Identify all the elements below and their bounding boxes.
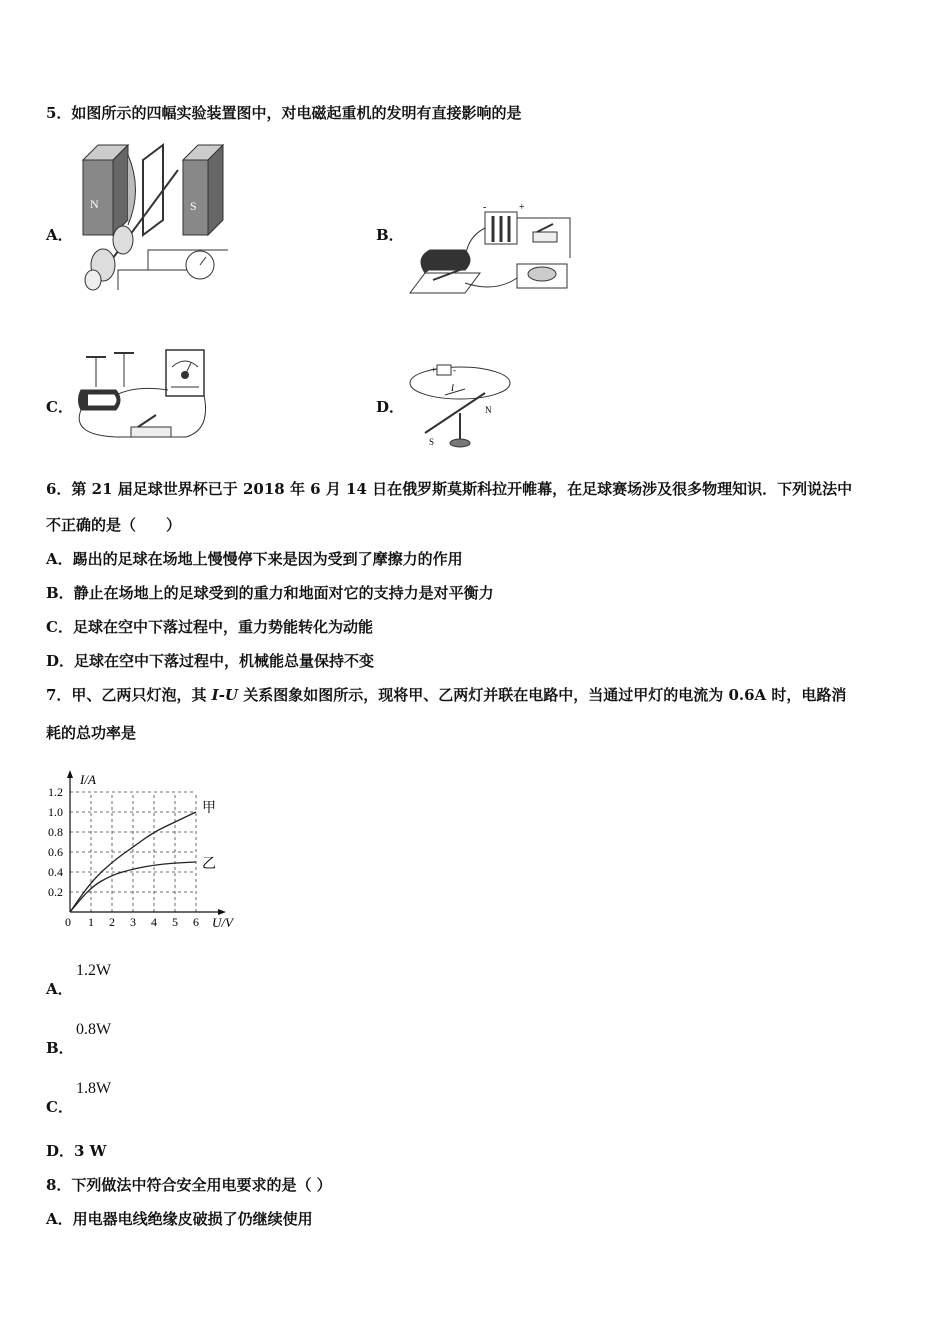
q7-stem-line1 <box>46 686 846 704</box>
q7-option-c-value: 1.8W <box>76 1080 112 1097</box>
q7-option-d <box>46 1142 107 1160</box>
q5-option-b-label: B． <box>376 226 404 244</box>
q7-option-b-value: 0.8W <box>76 1021 112 1038</box>
y-tick-label: 0.4 <box>48 865 63 879</box>
battery-plus-d: + <box>431 365 437 375</box>
q5-option-a-label: A． <box>46 226 73 244</box>
y-tick-label: 1.2 <box>48 785 63 799</box>
q7-option-b-label: B． <box>46 1039 74 1057</box>
magnet-s-block <box>183 160 208 235</box>
q6-option-d: D．足球在空中下落过程中，机械能总量保持不变 <box>46 652 375 670</box>
q8-stem: 8．下列做法中符合安全用电要求的是（ ） <box>46 1176 332 1194</box>
q5-figure-d <box>405 355 515 450</box>
q5-figure-a <box>78 140 228 300</box>
q6-stem-line2: 不正确的是（ ） <box>46 516 182 534</box>
q6-option-b: B．静止在场地上的足球受到的重力和地面对它的支持力是对平衡力 <box>46 584 494 602</box>
y-axis-arrow <box>67 770 73 778</box>
q6-stem-line1: 6．第 21 届足球世界杯已于 2018 年 6 月 14 日在俄罗斯莫斯科拉开帷幕，在足球赛场涉及很多物理知识．下列说法中 <box>46 480 853 498</box>
battery-minus: - <box>483 202 487 213</box>
q7-option-d-value: 3 W <box>74 1142 107 1160</box>
series-label-2: 乙 <box>202 857 216 872</box>
q8-option-a: A．用电器电线绝缘皮破损了仍继续使用 <box>46 1210 313 1228</box>
iu-chart <box>44 754 244 934</box>
battery-minus-d: - <box>453 365 456 375</box>
x-tick-label: 2 <box>109 915 115 929</box>
magnet-n-text: N <box>90 197 99 211</box>
y-tick-label: 0.6 <box>48 845 63 859</box>
q7-option-c-label: C． <box>46 1098 73 1116</box>
current-label: I <box>451 383 454 393</box>
q7-stem-post: 关系图象如图所示，现将甲、乙两灯并联在电路中，当通过甲灯的电流为 0.6A 时，电路消 <box>238 686 847 704</box>
q7-stem-line2: 耗的总功率是 <box>46 724 137 742</box>
chart-labels <box>48 772 235 930</box>
y-tick-label: 1.0 <box>48 805 63 819</box>
q5-figure-b <box>405 198 585 298</box>
x-tick-label: 1 <box>88 915 94 929</box>
compass-n-label: N <box>485 405 492 415</box>
y-axis-label: I/A <box>80 772 96 787</box>
q5-figure-c <box>76 345 216 445</box>
q6-option-c: C．足球在空中下落过程中，重力势能转化为动能 <box>46 618 373 636</box>
q6-option-a: A．踢出的足球在场地上慢慢停下来是因为受到了摩擦力的作用 <box>46 550 463 568</box>
x-tick-label: 0 <box>65 915 71 929</box>
x-tick-label: 3 <box>130 915 136 929</box>
series-label-1: 甲 <box>202 801 216 816</box>
x-tick-label: 6 <box>193 915 199 929</box>
q5-option-c-label: C． <box>46 398 73 416</box>
chart-grid <box>70 792 196 912</box>
battery-plus: + <box>519 202 525 213</box>
y-tick-label: 0.2 <box>48 885 63 899</box>
q5-option-d-label: D． <box>376 398 405 416</box>
q7-option-a-value: 1.2W <box>76 962 112 979</box>
q7-option-a-label: A． <box>46 980 73 998</box>
y-tick-label: 0.8 <box>48 825 63 839</box>
x-tick-label: 5 <box>172 915 178 929</box>
q7-stem-pre: 7．甲、乙两只灯泡，其 <box>46 686 212 704</box>
x-tick-label: 4 <box>151 915 157 929</box>
compass-s-label: S <box>429 437 435 447</box>
q5-stem: 5．如图所示的四幅实验装置图中，对电磁起重机的发明有直接影响的是 <box>46 104 522 122</box>
magnet-s-text: S <box>190 199 197 213</box>
q7-option-d-label: D． <box>46 1142 75 1160</box>
x-axis-label: U/V <box>212 915 233 930</box>
q7-stem-iu: I-U <box>211 686 238 704</box>
